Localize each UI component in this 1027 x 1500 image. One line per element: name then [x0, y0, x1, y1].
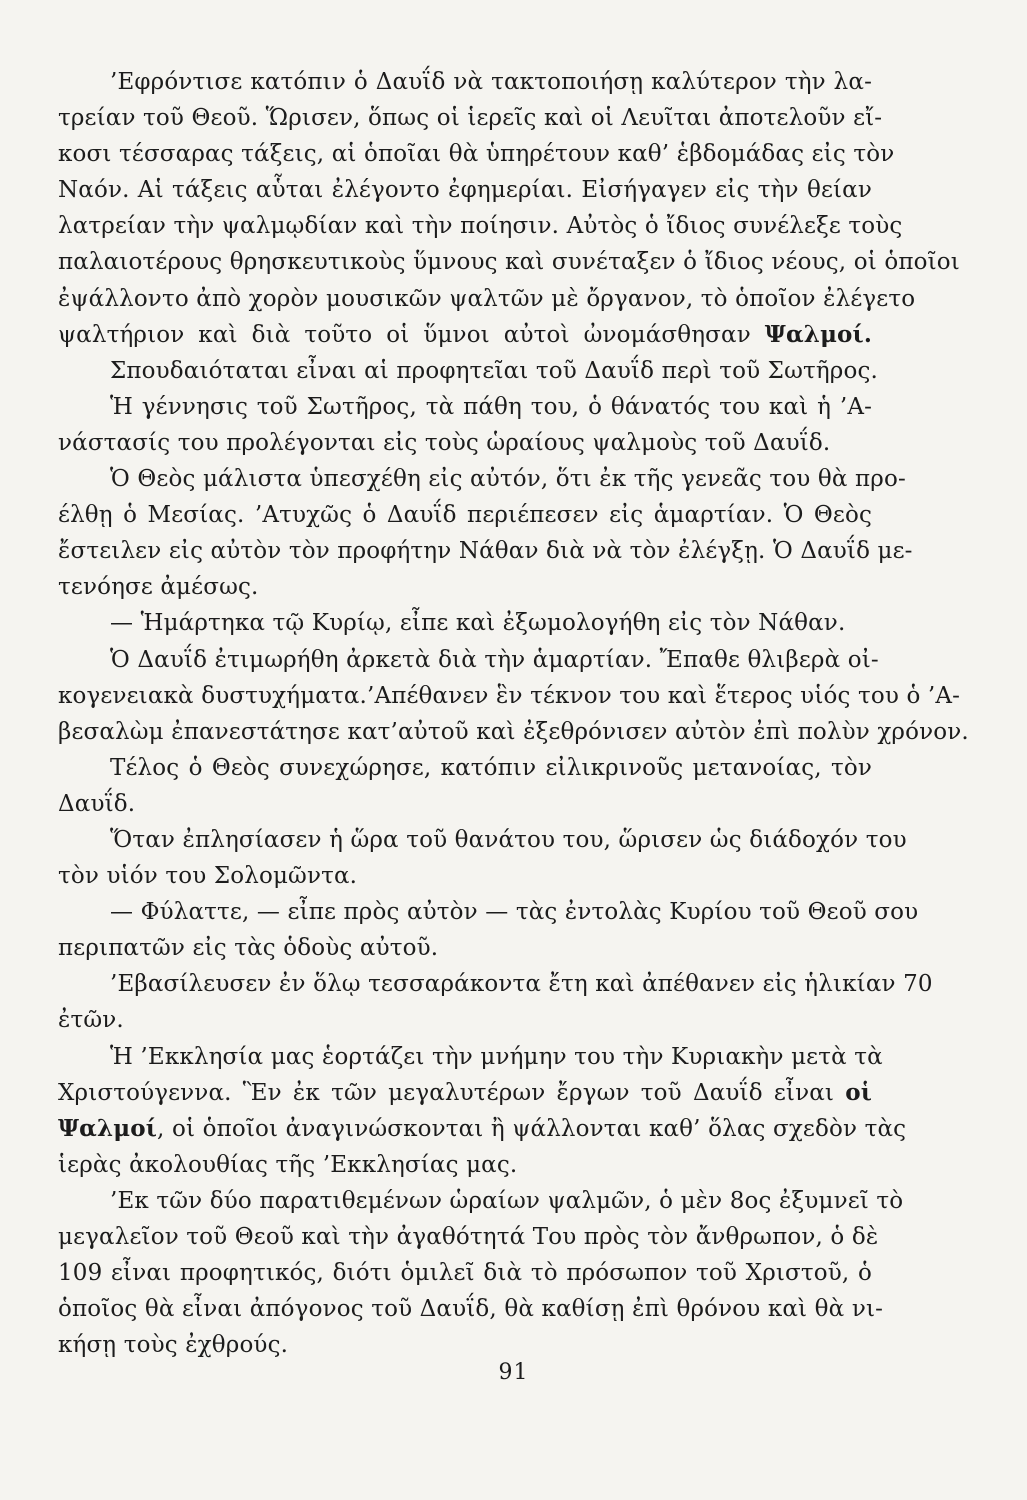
text-line: — Φύλαττε, — εἶπε πρὸς αὐτὸν — τὰς ἐντολὰς Κυρίου τοῦ Θεοῦ σου [110, 899, 919, 926]
text-line: ἱερὰς ἀκολουθίας τῆς ’Εκκλησίας μας. [58, 1151, 518, 1178]
bold-term: Ψαλμοί [58, 1114, 158, 1142]
text-line: ἐτῶν. [58, 1007, 124, 1034]
text-segment: Χριστούγεννα. Ἓν ἐκ τῶν μεγαλυτέρων ἔργων τοῦ Δαυΐδ εἶναι [58, 1079, 835, 1106]
text-segment: ψαλτήριον καὶ διὰ τοῦτο οἱ ὕμνοι αὐτοὶ ὠνομάσθησαν [58, 321, 751, 348]
text-line: Ἡ γέννησις τοῦ Σωτῆρος, τὰ πάθη του, ὁ θάνατός του καὶ ἡ ’Α- [110, 393, 872, 420]
bold-term: Ψαλμοί. [764, 320, 872, 348]
text-line [58, 317, 872, 353]
text-line: κογενειακὰ δυστυχήματα.’Απέθανεν ἓν τέκνον του καὶ ἕτερος υἱός του ὁ ’Α- [58, 682, 961, 709]
text-line: τρείαν τοῦ Θεοῦ. Ὥρισεν, ὅπως οἱ ἱερεῖς καὶ οἱ Λευῖται ἀποτελοῦν εἴ- [58, 105, 883, 132]
text-line: τὸν υἱόν του Σολομῶντα. [58, 863, 358, 890]
text-line: Ὁ Θεὸς μάλιστα ὑπεσχέθη εἰς αὐτόν, ὅτι ἐκ τῆς γενεᾶς του θὰ προ- [110, 466, 906, 493]
text-line: ὁποῖος θὰ εἶναι ἀπόγονος τοῦ Δαυΐδ, θὰ καθίσῃ ἐπὶ θρόνου καὶ θὰ νι- [58, 1296, 884, 1323]
text-line: ’Εφρόντισε κατόπιν ὁ Δαυΐδ νὰ τακτοποιήσῃ καλύτερον τὴν λα- [110, 69, 872, 95]
text-line: κοσι τέσσαρας τάξεις, αἱ ὁποῖαι θὰ ὑπηρέτουν καθ’ ἑβδομάδας εἰς τὸν [58, 141, 895, 168]
body-text [58, 64, 969, 1363]
text-line: κήσῃ τοὺς ἐχθρούς. [58, 1332, 289, 1359]
text-line: Ναόν. Αἱ τάξεις αὗται ἐλέγοντο ἐφημερίαι. Εἰσήγαγεν εἰς τὴν θείαν [58, 177, 872, 204]
text-line: 109 εἶναι προφητικός, διότι ὁμιλεῖ διὰ τὸ πρόσωπον τοῦ Χριστοῦ, ὁ [58, 1260, 872, 1287]
text-line: Δαυΐδ. [58, 790, 136, 817]
text-line: περιπατῶν εἰς τὰς ὁδοὺς αὐτοῦ. [58, 935, 439, 962]
text-line: βεσαλὼμ ἐπανεστάτησε κατ’αὐτοῦ καὶ ἐξεθρόνισεν αὐτὸν ἐπὶ πολὺν χρόνον. [58, 718, 969, 745]
bold-term: οἱ [845, 1078, 872, 1106]
text-line: Ὁ Δαυΐδ ἐτιμωρήθη ἀρκετὰ διὰ τὴν ἁμαρτίαν. Ἔπαθε θλιβερὰ οἰ- [110, 646, 879, 673]
text-line: ἔστειλεν εἰς αὐτὸν τὸν προφήτην Νάθαν διὰ νὰ τὸν ἐλέγξῃ. Ὁ Δαυΐδ με- [58, 538, 913, 565]
text-line: ’Εβασίλευσεν ἐν ὅλῳ τεσσαράκοντα ἔτη καὶ ἀπέθανεν εἰς ἡλικίαν 70 [110, 971, 933, 998]
text-line [58, 1111, 907, 1147]
text-line: Τέλος ὁ Θεὸς συνεχώρησε, κατόπιν εἰλικρινοῦς μετανοίας, τὸν [110, 754, 872, 781]
text-line: Ὅταν ἐπλησίασεν ἡ ὥρα τοῦ θανάτου του, ὥρισεν ὡς διάδοχόν του [110, 826, 907, 853]
text-line [58, 1075, 872, 1111]
text-line: νάστασίς του προλέγονται εἰς τοὺς ὡραίους ψαλμοὺς τοῦ Δαυΐδ. [58, 429, 831, 456]
text-line: τενόησε ἀμέσως. [58, 574, 259, 601]
text-line: λατρείαν τὴν ψαλμῳδίαν καὶ τὴν ποίησιν. Αὐτὸς ὁ ἴδιος συνέλεξε τοὺς [58, 213, 903, 240]
text-line: έλθῃ ὁ Μεσίας. ’Ατυχῶς ὁ Δαυΐδ περιέπεσεν εἰς ἁμαρτίαν. Ὁ Θεὸς [58, 502, 872, 529]
text-line: Ἡ ’Εκκλησία μας ἑορτάζει τὴν μνήμην του τὴν Κυριακὴν μετὰ τὰ [110, 1043, 883, 1070]
page-number: 91 [498, 1360, 529, 1385]
text-segment: , οἱ ὁποῖοι ἀναγινώσκονται ἢ ψάλλονται καθ’ ὅλας σχεδὸν τὰς [157, 1115, 907, 1142]
text-line: μεγαλεῖον τοῦ Θεοῦ καὶ τὴν ἀγαθότητά Του πρὸς τὸν ἄνθρωπον, ὁ δὲ [58, 1224, 879, 1250]
text-line: ’Εκ τῶν δύο παρατιθεμένων ὡραίων ψαλμῶν, ὁ μὲν 8ος ἐξυμνεῖ τὸ [110, 1187, 904, 1214]
text-line: Σπουδαιόταται εἶναι αἱ προφητεῖαι τοῦ Δαυΐδ περὶ τοῦ Σωτῆρος. [110, 357, 878, 384]
text-line: — Ἡμάρτηκα τῷ Κυρίῳ, εἶπε καὶ ἐξωμολογήθη εἰς τὸν Νάθαν. [110, 610, 846, 637]
text-line: ἐψάλλοντο ἀπὸ χορὸν μουσικῶν ψαλτῶν μὲ ὄργανον, τὸ ὁποῖον ἐλέγετο [58, 285, 916, 312]
text-line: παλαιοτέρους θρησκευτικοὺς ὕμνους καὶ συνέταξεν ὁ ἴδιος νέους, οἱ ὁποῖοι [58, 249, 960, 276]
